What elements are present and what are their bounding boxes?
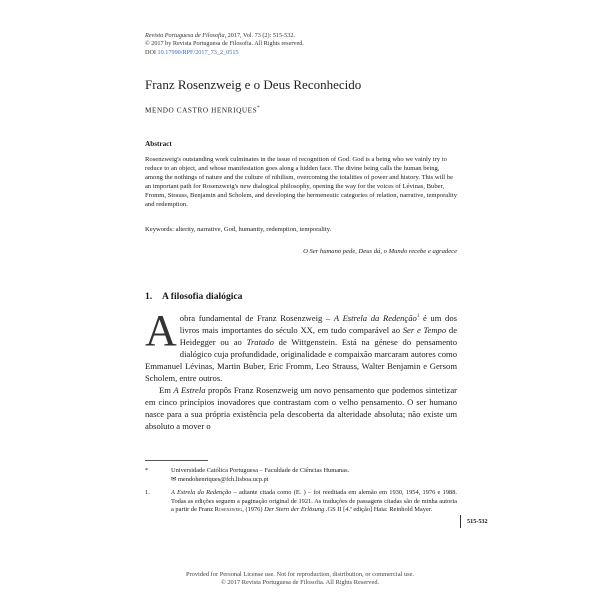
book-title: Tratado (246, 336, 274, 347)
paragraph-1 (145, 306, 458, 384)
doi-line (145, 49, 304, 57)
book-title: Der Stern der Erlösung (264, 506, 325, 514)
footnote-divider (145, 460, 208, 461)
journal-header (145, 32, 304, 57)
text-run: obra fundamental de Franz Rosenzweig – (179, 312, 334, 323)
epigraph: O Ser humano pede, Deus dá, o Mundo recebe e agradece (303, 248, 457, 255)
book-title: A Estrela da Redenção (171, 489, 232, 497)
text-run: Em (159, 384, 174, 395)
text-run: – adiante citada como (E. ) – foi reeditada em alemão em 1930, 1954, 1976 e 1988. Todas as edições seguem a paginação original de 1921. As traduções de passagens citadas são de minha autoria a partir de Franz (171, 489, 457, 514)
author-small-caps: Rosenzweig (214, 506, 243, 514)
keywords: Keywords: alterity, narrative, God, humanity, redemption, temporality. (145, 226, 332, 233)
text-run: propôs Franz Rosenzweig um novo pensamento que podemos sintetizar em cinco princípios inovadores que contrastam com o velho pensamento. O ser humano nasce para a sua própria existência pela descoberta da alteridade absoluta; não existe um absoluto a mover o (145, 384, 457, 431)
license-line-1: Provided for Personal License use. Not for reproduction, distribution, or commercial use. (185, 571, 415, 578)
text-run: , (1976) (242, 506, 265, 514)
footnote-text (171, 489, 457, 515)
author-name (145, 106, 260, 114)
footnote-mark: * (145, 467, 149, 474)
license-line-2: © 2017 Revista Portuguesa de Filosofia. All Rights Reserved. (220, 579, 380, 587)
author-name-text: MENDO CASTRO HENRIQUES (145, 106, 258, 115)
author-email[interactable]: ✉ mendohenriques@fch.lisboa.ucp.pt (171, 475, 269, 483)
text-run: de Heidegger ou ao (179, 324, 458, 347)
book-title: Ser e Tempo (402, 324, 447, 335)
book-title: A Estrela da Redenção (333, 312, 417, 323)
article-title: Franz Rosenzweig e o Deus Reconhecido (145, 77, 362, 92)
footnote-1 (145, 489, 457, 515)
footnote-author (145, 467, 457, 484)
drop-cap: A (145, 306, 177, 355)
footnote-text (171, 467, 457, 484)
journal-name: Revista Portuguesa de Filosofia (145, 32, 225, 39)
page-range: 515-532 (460, 515, 503, 528)
affiliation: Universidade Católica Portuguesa – Faculdade de Ciências Humanas. (171, 467, 350, 474)
citation-line (145, 32, 304, 40)
abstract-heading: Abstract (145, 140, 172, 148)
footnote-mark: 1. (145, 489, 150, 497)
citation-details: , 2017, Vol. 73 (2): 515-532. (224, 32, 295, 39)
paragraph-2 (145, 384, 457, 432)
footnote-ref[interactable]: 1 (416, 314, 420, 319)
section-title: A filosofia dialógica (162, 291, 243, 302)
doi-link[interactable]: 10.17990/RPF/2017_73_2_0515 (157, 48, 239, 56)
book-title: A Estrela (173, 384, 206, 395)
abstract-text: Rosenzweig's outstanding work culminates in the issue of recognition of God. God is a being who we vainly try to reduce to an object, and whose manifestation goes along a hidden face. The divine being calls the human being, among the nothings of nature and the culture of nihilism, overcoming the totalities of power and history. This will be an important path for Rosenzweig's new dialogical philosophy, opening the way for the voices of Lévinas, Buber, Fromm, Strauss, Benjamin and Scholem, and developing the hermeneutic categories of relation, narrative, temporality and redemption. (145, 156, 458, 209)
body-text (145, 306, 458, 432)
text-run: de Wittgenstein. Está na génese do pensamento dialógico cuja profundidade, originalidade e compaixão marcaram autores como Emmanuel Lévinas, Martin Buber, Eric Fromm, Leo Strauss, Walter Benjamin e Gersom Scholem, entre outros. (145, 336, 457, 383)
copyright-line: © 2017 by Revista Portuguesa de Filosofia. All Rights reserved. (145, 40, 304, 48)
footnotes (145, 467, 457, 520)
license-notice (0, 571, 600, 588)
section-heading (145, 291, 242, 302)
section-number: 1. (145, 291, 153, 302)
author-footnote-mark[interactable]: * (257, 106, 261, 111)
text-run: .GS II [4.ª edição] Haia: Reinhold Mayer. (324, 506, 433, 514)
text-run: é um dos livros mais importantes do século XX, em tudo comparável ao (179, 312, 457, 335)
doi-label: DOI (145, 48, 156, 56)
